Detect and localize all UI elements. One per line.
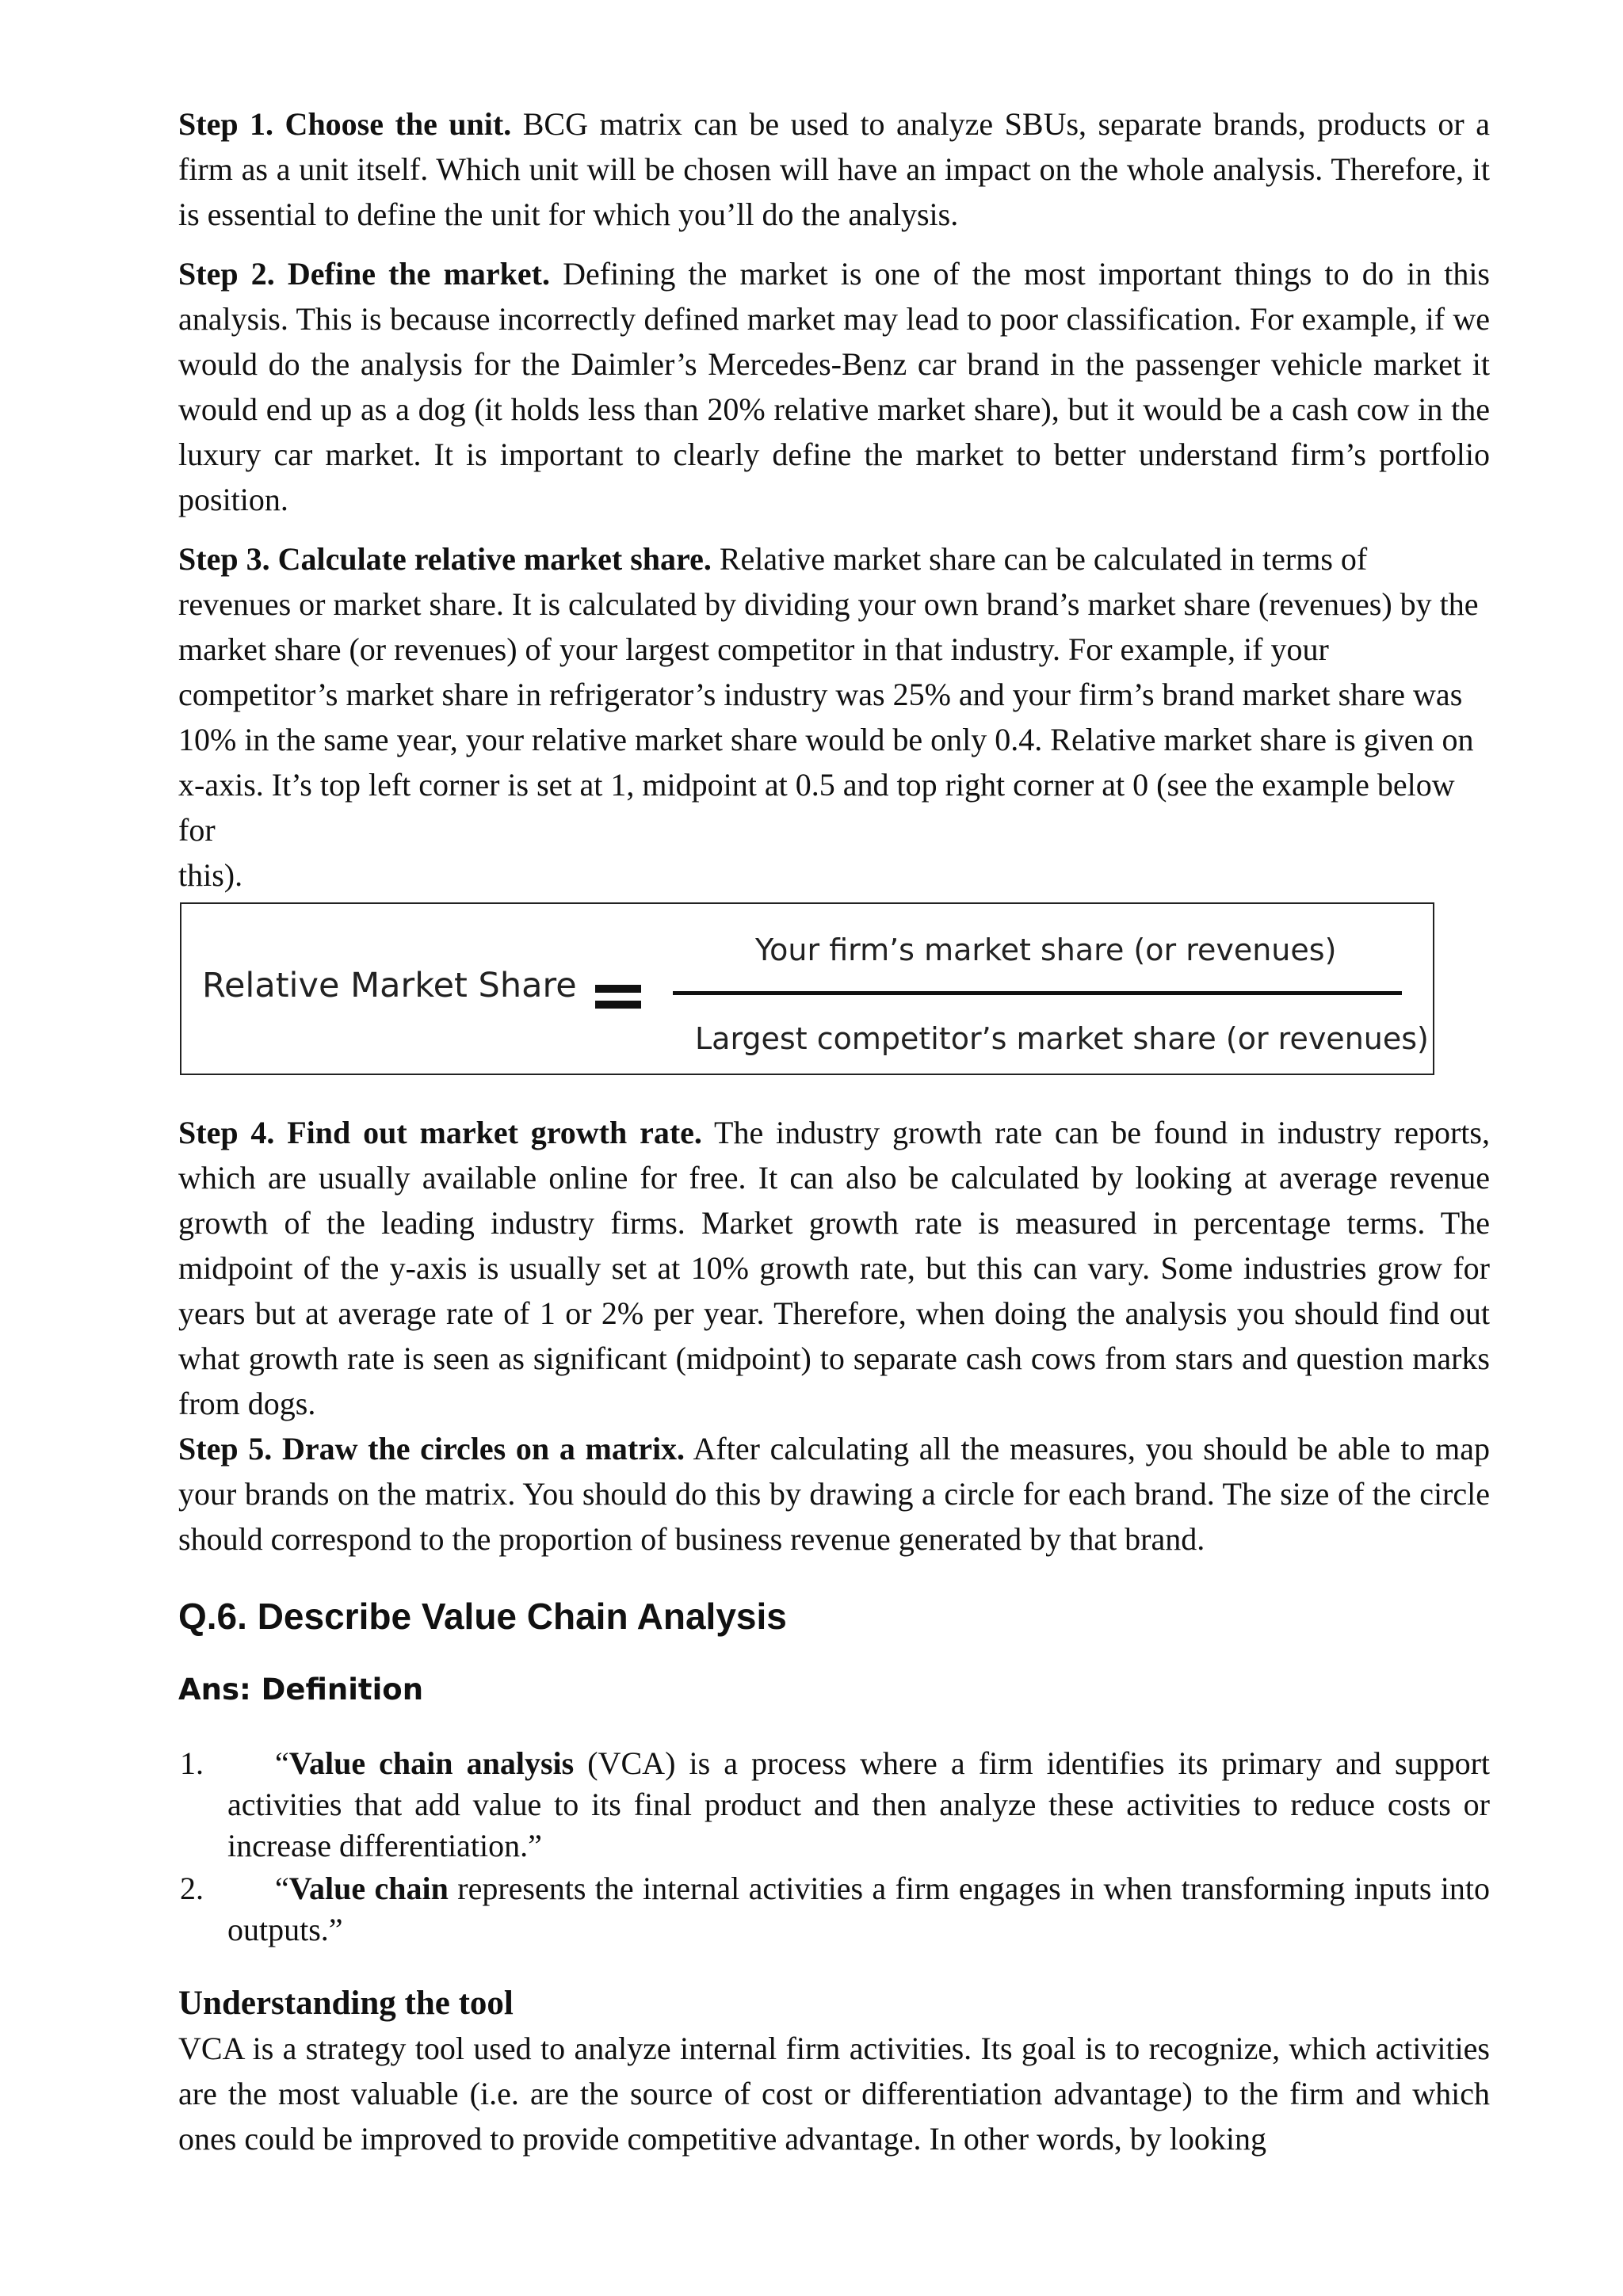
step-5-paragraph (178, 1426, 1490, 1562)
step-2-text: Defining the market is one of the most important things to do in this analysis. This is because incorrectly defined market may lead to poor classification. For example, if we would do the analysis for the Daimler’s Mercedes-Benz car brand in the passenger vehicle market it would end up as a dog (it holds less than 20% relative market share), but it would be a cash cow in the luxury car market. It is important to clearly define the market to better understand firm’s portfolio position. (178, 256, 1490, 517)
step-4-paragraph (178, 1110, 1490, 1426)
understanding-heading: Understanding the tool (178, 1985, 514, 2022)
question-heading: Q.6. Describe Value Chain Analysis (178, 1596, 787, 1637)
step-1-title: Step 1. Choose the unit. (178, 106, 512, 142)
step-3-tail: this). (178, 857, 243, 893)
definition-2-term: Value chain (288, 1871, 449, 1906)
answer-heading: Ans: Definition (178, 1672, 424, 1707)
definition-item-1 (178, 1743, 1490, 1867)
formula-numerator: Your firm’s market share (or revenues) (755, 933, 1337, 967)
definition-2-number: 2. (180, 1871, 204, 1906)
step-1-text: BCG matrix can be used to analyze SBUs, separate brands, products or a firm as a unit itself. Which unit will be chosen will have an impact on the whole analysis. Therefore, it is essential to define the unit for which you’ll do the analysis. (178, 106, 1491, 232)
relative-market-share-formula (180, 902, 1434, 1075)
step-3-title: Step 3. Calculate relative market share. (178, 541, 712, 577)
definition-2-text: represents the internal activities a firm engages in when transforming inputs into outputs.” (227, 1871, 1491, 1947)
definition-1-text: (VCA) is a process where a firm identifies its primary and support activities that add value to its final product and then analyze these activities to reduce costs or increase differentiation.” (227, 1745, 1490, 1863)
formula-left-label: Relative Market Share (202, 966, 577, 1005)
definition-1-term: Value chain analysis (288, 1745, 575, 1781)
fraction-bar (673, 991, 1402, 995)
step-3-paragraph (178, 536, 1486, 898)
definition-item-2 (178, 1868, 1490, 1951)
step-2-title: Step 2. Define the market. (178, 256, 550, 292)
step-5-title: Step 5. Draw the circles on a matrix. (178, 1431, 685, 1466)
step-1-paragraph (178, 101, 1490, 237)
definition-2-quote: “ (275, 1871, 289, 1906)
page-content (178, 101, 1490, 2176)
definition-1-quote: “ (275, 1745, 289, 1781)
step-2-paragraph (178, 251, 1490, 522)
step-3-text: Relative market share can be calculated in terms of revenues or market share. It is calculated by dividing your own brand’s market share (revenues) by the market share (or revenues) of your largest competitor in that industry. For example, if your competitor’s market share in refrigerator’s industry was 25% and your firm’s brand market share was 10% in the same year, your relative market share would be only 0.4. Relative market share is given on x-axis. It’s top left corner is set at 1, midpoint at 0.5 and top right corner at 0 (see the example below for (178, 541, 1479, 848)
formula-denominator: Largest competitor’s market share (or revenues) (695, 1021, 1429, 1056)
understanding-paragraph: VCA is a strategy tool used to analyze internal firm activities. Its goal is to recognize, which activities are the most valuable (i.e. are the source of cost or differentiation advantage) to the firm and which ones could be improved to provide competitive advantage. In other words, by looking (178, 2031, 1490, 2157)
step-4-title: Step 4. Find out market growth rate. (178, 1115, 702, 1150)
equals-sign (595, 985, 641, 1009)
step-4-text: The industry growth rate can be found in industry reports, which are usually available online for free. It can also be calculated by looking at average revenue growth of the leading industry firms. Market growth rate is measured in percentage terms. The midpoint of the y-axis is usually set at 10% growth rate, but this can vary. Some industries grow for years but at average rate of 1 or 2% per year. Therefore, when doing the analysis you should find out what growth rate is seen as significant (midpoint) to separate cash cows from stars and question marks from dogs. (178, 1115, 1490, 1421)
definition-1-number: 1. (180, 1745, 204, 1781)
step-5-text: After calculating all the measures, you should be able to map your brands on the matrix. You should do this by drawing a circle for each brand. The size of the circle should correspond to the proportion of business revenue generated by that brand. (178, 1431, 1490, 1557)
